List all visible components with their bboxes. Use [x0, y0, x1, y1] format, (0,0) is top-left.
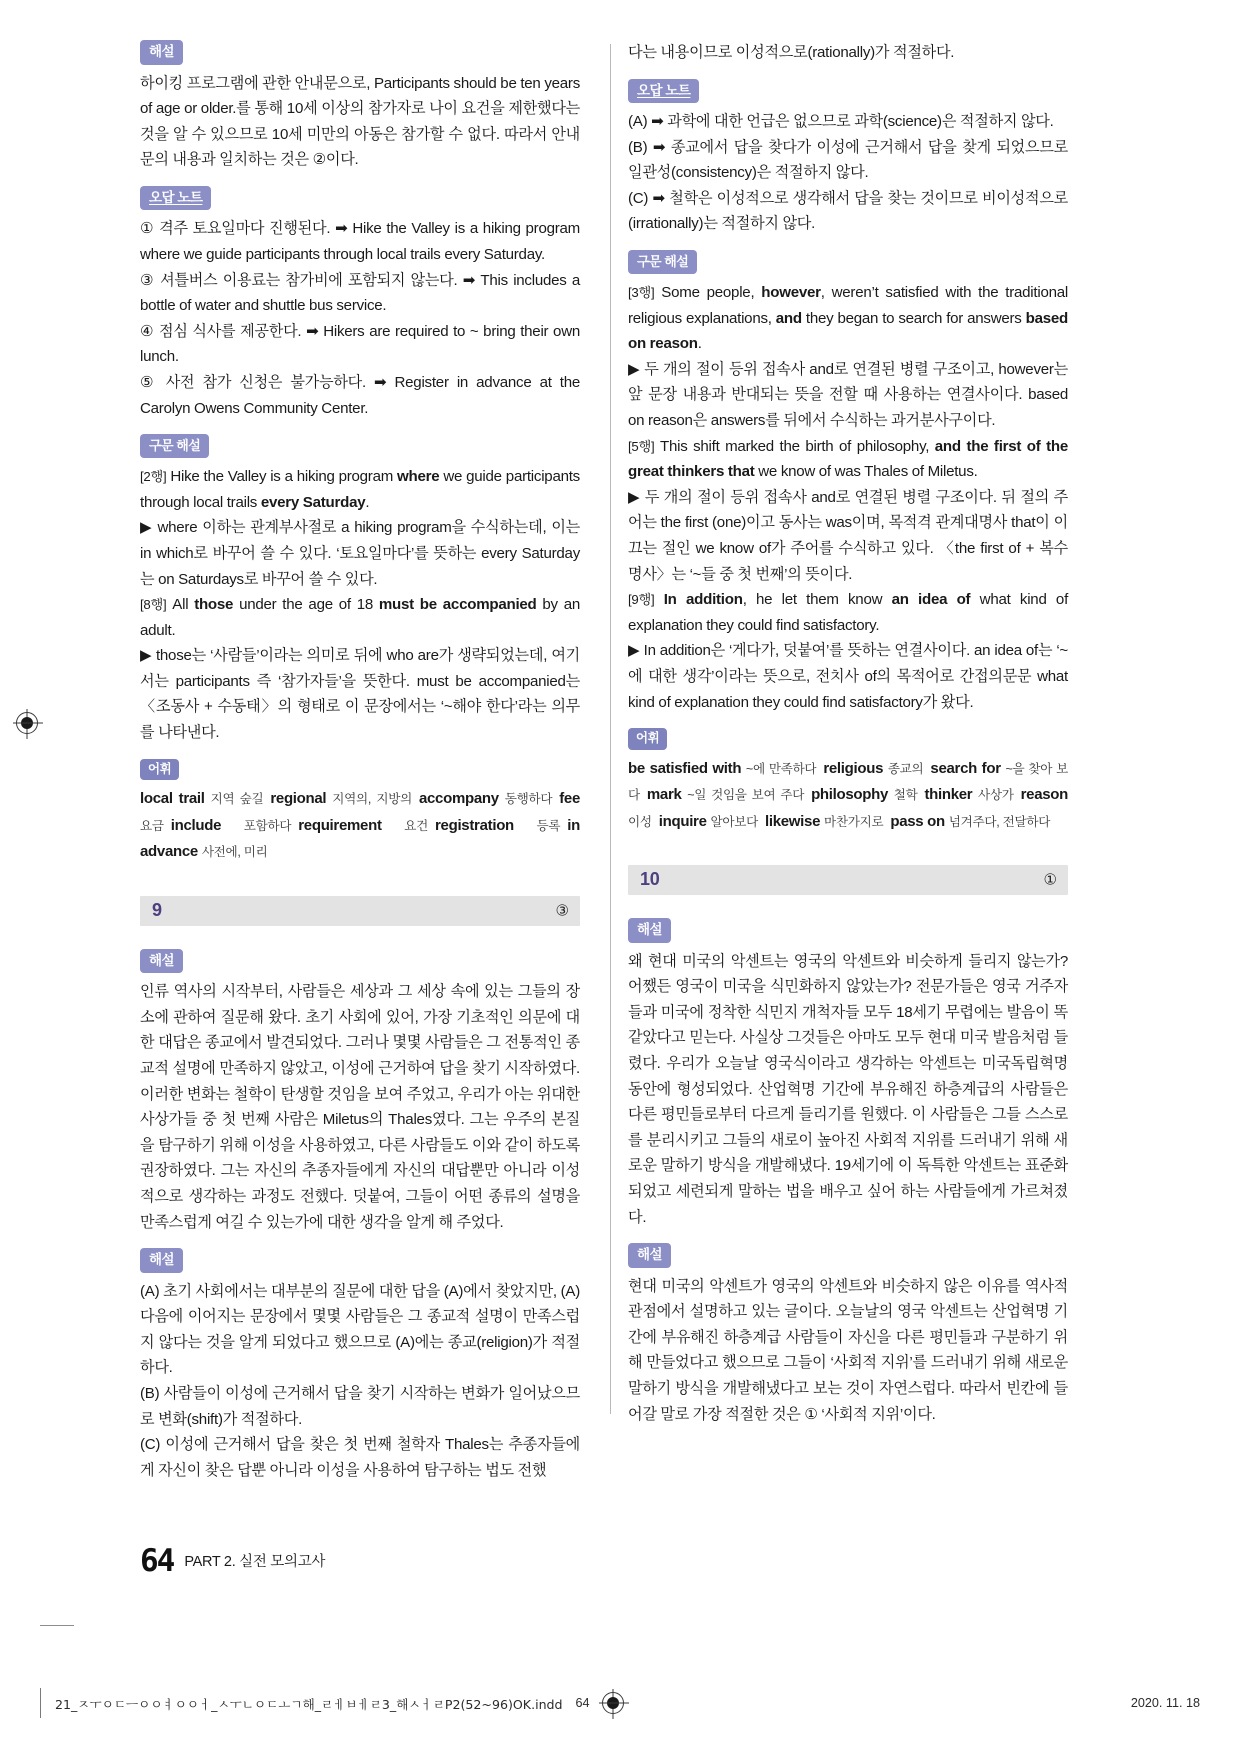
sentence-part: . — [365, 493, 370, 511]
sentence-part: . — [697, 335, 702, 353]
sentence-emphasis: based on reason — [628, 309, 1068, 353]
vocab-term: thinker — [924, 786, 973, 804]
sentence-part: This shift marked the birth of philosophy, — [654, 437, 935, 455]
q9-gumun-sentence — [628, 280, 1068, 357]
sentence-emphasis: and the first of the great thinkers that — [628, 437, 1068, 481]
registration-target-icon — [602, 1692, 624, 1714]
line-marker: [2행] — [140, 469, 167, 485]
vocab-gloss: 종교의 — [887, 761, 924, 776]
q9-gumun-sentence — [628, 434, 1068, 485]
q8-odap-item: ④ 점심 식사를 제공한다. ➡ Hikers are required to ~ bring their own lunch. — [140, 322, 580, 366]
left-column — [140, 40, 580, 1483]
sentence-part: Some people, — [654, 284, 762, 302]
vocab-gloss: ~일 것임을 보여 주다 — [687, 788, 805, 803]
q9-gumun-note: ▶ 두 개의 절이 등위 접속사 and로 연결된 병렬 구조이고, however는 앞 문장 내용과 반대되는 뜻을 전할 때 사용하는 연결사이다. based on reason은 answers를 뒤에서 수식하는 과거분사구이다. — [628, 360, 1068, 430]
vocab-term: requirement — [298, 816, 382, 834]
badge-eohwi: 어휘 — [628, 728, 667, 750]
q8-gumun-sentence — [140, 592, 580, 643]
badge-odap-note: 오답 노트 — [140, 186, 211, 211]
line-marker: [9행] — [628, 592, 655, 608]
part-label: PART 2. 실전 모의고사 — [184, 1554, 326, 1571]
question-header-9 — [140, 896, 580, 926]
sentence-emphasis: where — [397, 468, 440, 486]
sentence-emphasis: and — [775, 309, 802, 327]
q8-vocabulary-list — [140, 786, 580, 866]
sentence-part: we know of was Thales of Miletus. — [754, 463, 978, 481]
q8-odap-item: ③ 셔틀버스 이용료는 참가비에 포함되지 않는다. ➡ This includes a bottle of water and shuttle bus service. — [140, 271, 580, 315]
badge-odap-note: 오답 노트 — [628, 79, 699, 104]
vocab-gloss: 철학 — [893, 788, 918, 803]
q10-translation-text: 왜 현대 미국의 악센트는 영국의 악센트와 비슷하게 들리지 않는가? 어쨌든 영국이 미국을 식민화하지 않았는가? 전문가들은 영국 거주자들과 미국에 정착한 식민지 개척자들 모두 18세기 무렵에는 발음이 똑같았다고 믿는다. 사실상 그것들은 아마도 모두 현대 미국 발음처럼 들렸다. 우리가 오늘날 영국식이라고 생각하는 악센트는 미국독립혁명 동안에 형성되었다. 산업혁명 기간에 부유해진 하층계급의 사람들은 다른 평민들로부터 다르게 들리기를 원했다. 이 사람들은 그들 스스로를 분리시키고 그들의 새로이 높아진 사회적 지위를 드러내기 위해 새로운 말하기 방식을 개발해냈다. 19세기에 이 독특한 악센트는 표준화되었고 세련되게 말하는 법을 배우고 싶어 하는 사람들에게 가르쳐졌다. — [628, 952, 1068, 1226]
badge-haeseok: 해설 — [140, 949, 183, 974]
badge-gumun-haeseol: 구문 해설 — [628, 250, 697, 274]
q9-gumun-note: ▶ 두 개의 절이 등위 접속사 and로 연결된 병렬 구조이다. 뒤 절의 주어는 the first (one)이고 동사는 was이며, 목적격 관계대명사 that이 이끄는 절인 we know of가 주어를 수식하고 있다. 〈the first of + 복수 명사〉는 ‘~들 중 첫 번째’의 뜻이다. — [628, 488, 1068, 583]
sentence-part: what kind of explanation they could find satisfactory. — [628, 591, 1069, 634]
vocab-term: likewise — [764, 812, 821, 830]
q9-gumun-sentence — [628, 587, 1068, 638]
vocab-term: include — [170, 816, 222, 834]
sentence-emphasis: an idea of — [891, 591, 971, 609]
q8-odap-item: ① 격주 토요일마다 진행된다. ➡ Hike the Valley is a hiking program where we guide participants through local trails every Saturday. — [140, 220, 580, 263]
vocab-gloss: 사상가 — [978, 788, 1014, 803]
q8-odap-item: ⑤ 사전 참가 신청은 불가능하다. ➡ Register in advance at the Carolyn Owens Community Center. — [140, 373, 580, 417]
q8-gumun-note: ▶ those는 ‘사람들’이라는 의미로 뒤에 who are가 생략되었는데, 여기서는 participants 즉 ‘참가자들’을 뜻한다. must be accompanied는 〈조동사 + 수동태〉의 형태로 이 문장에서는 ‘~해야 한다’라는 의무를 나타낸다. — [140, 647, 581, 742]
sentence-emphasis: In addition — [654, 591, 743, 609]
column-divider — [610, 44, 611, 1414]
sentence-part: , he let them know — [742, 591, 892, 609]
vocab-term: registration — [435, 816, 514, 834]
badge-haeseol: 해설 — [628, 1243, 671, 1268]
sentence-part: by an adult. — [140, 596, 580, 639]
badge-haeseol: 해설 — [140, 40, 183, 65]
vocab-gloss: 포함하다 — [243, 818, 292, 833]
q9-translation-text: 인류 역사의 시작부터, 사람들은 세상과 그 세상 속에 있는 그들의 장소에 관하여 질문해 왔다. 초기 사회에 있어, 가장 기초적인 의문에 대한 대답은 종교에서 발견되었다. 그러나 몇몇 사람들은 그 전통적인 종교적 설명에 만족하지 않았고, 이성에 근거하여 답을 찾기 시작하였다. 이러한 변화는 철학이 탄생할 것임을 보여 주었고, 우리가 아는 위대한 사상가들 중 첫 번째 사람은 Miletus의 Thales였다. 그는 우주의 본질을 탐구하기 위해 이성을 사용하였고, 다른 사람들도 이와 같이 하도록 권장하였다. 그는 자신의 추종자들에게 자신의 대답뿐만 아니라 이성적으로 생각하는 과정도 전했다. 덧붙여, 그들이 어떤 종류의 설명을 만족스럽게 여길 수 있는가에 대한 생각을 알게 해 주었다. — [140, 983, 580, 1231]
page-number: 64 — [140, 1543, 174, 1579]
production-divider — [40, 1688, 41, 1718]
registration-target-icon-side — [16, 712, 38, 734]
page-footer — [140, 1543, 326, 1579]
q9-gumun-note: ▶ In addition은 ‘게다가, 덧붙여’를 뜻하는 연결사이다. an idea of는 ‘~에 대한 생각’이라는 뜻으로, 전치사 of의 목적어로 간접의문문 what kind of explanation they could find satisfactory가 왔다. — [628, 642, 1068, 711]
vocab-term: philosophy — [811, 786, 889, 804]
vocab-term: search for — [930, 759, 1001, 777]
q9-odap-item: (C) ➡ 철학은 이성적으로 생각해서 답을 찾는 것이므로 비이성적으로(irrationally)는 적절하지 않다. — [628, 189, 1068, 233]
vocab-gloss: 이성 — [628, 814, 652, 829]
badge-eohwi: 어휘 — [140, 759, 179, 781]
q8-gumun-sentence — [140, 464, 580, 515]
vocab-gloss: 지역의, 지방의 — [332, 792, 412, 807]
vocab-gloss: 요건 — [404, 818, 428, 833]
badge-haeseok: 해설 — [628, 918, 671, 943]
sentence-part: All — [166, 596, 195, 614]
crop-mark — [40, 1625, 74, 1626]
vocab-gloss: 동행하다 — [504, 792, 553, 807]
vocab-term: be satisfied with — [628, 759, 742, 777]
question-number: 9 — [152, 899, 162, 920]
vocab-gloss: 알아보다 — [710, 814, 758, 829]
vocab-term: accompany — [418, 790, 499, 808]
q9-haeseol-item: (A) 초기 사회에서는 대부분의 질문에 대한 답을 (A)에서 찾았지만, (A) 다음에 이어지는 문장에서 몇몇 사람들은 그 종교적 설명이 만족스럽지 않다는 것을 알게 되었다고 했으므로 (A)에는 종교(religion)가 적절하다. — [140, 1282, 580, 1377]
vocab-gloss: 요금 — [140, 818, 164, 833]
badge-gumun-haeseol: 구문 해설 — [140, 434, 209, 458]
q8-gumun-note: ▶ where 이하는 관계부사절로 a hiking program을 수식하는데, 이는 in which로 바꾸어 쓸 수 있다. ‘토요일마다’를 뜻하는 every Saturday는 on Saturdays로 바꾸어 쓸 수 있다. — [140, 519, 580, 588]
sentence-part: they began to search for answers — [801, 309, 1026, 327]
vocab-gloss: ~을 찾아 보다 — [628, 761, 1068, 803]
vocab-term: fee — [559, 790, 580, 808]
vocab-term: regional — [270, 790, 327, 808]
q9-continued-text: 다는 내용이므로 이성적으로(rationally)가 적절하다. — [628, 44, 955, 61]
vocab-term: inquire — [658, 812, 707, 830]
right-column — [628, 40, 1068, 1427]
vocab-term: mark — [646, 786, 682, 804]
production-filename: 21_ㅈㅜㅇㄷㅡㅇㅇㅕㅇㅇㅓ_ㅅㅜㄴㅇㄷㅗㄱ해_ㄹㅔㅂㅔㄹ3_해ㅅㅓㄹP2(52~96)OK.indd — [55, 1696, 563, 1712]
q9-odap-item: (A) ➡ 과학에 대한 언급은 없으므로 과학(science)은 적절하지 않다. — [628, 113, 1054, 131]
sentence-part: under the age of 18 — [233, 596, 379, 614]
sentence-part: , weren’t satisfied with the traditional religious explanations, — [628, 284, 1068, 327]
sentence-emphasis: those — [194, 596, 234, 614]
production-date: 2020. 11. 18 — [1130, 1696, 1200, 1710]
vocab-term: in advance — [140, 816, 581, 861]
vocab-term: reason — [1020, 786, 1068, 804]
question-header-10 — [628, 865, 1068, 895]
production-page-mark: 64 — [575, 1696, 590, 1710]
q9-haeseol-item: (B) 사람들이 이성에 근거해서 답을 찾기 시작하는 변화가 일어났으므로 변화(shift)가 적절하다. — [140, 1384, 580, 1428]
question-number: 10 — [640, 869, 660, 890]
sentence-emphasis: however — [761, 284, 821, 302]
vocab-gloss: ~에 만족하다 — [745, 761, 817, 776]
vocab-term: pass on — [890, 812, 945, 830]
line-marker: [3행] — [628, 285, 655, 301]
vocab-gloss: 사전에, 미리 — [201, 845, 268, 860]
badge-haeseol: 해설 — [140, 1248, 183, 1273]
vocab-term: local trail — [140, 790, 205, 808]
question-answer: ① — [1043, 871, 1057, 889]
question-answer: ③ — [555, 902, 569, 920]
q9-haeseol-item: (C) 이성에 근거해서 답을 찾은 첫 번째 철학자 Thales는 추종자들에게 자신이 찾은 답뿐 아니라 이성을 사용하여 탐구하는 법도 전했 — [140, 1436, 580, 1479]
vocab-gloss: 등록 — [536, 818, 561, 833]
sentence-emphasis: must be accompanied — [378, 596, 537, 614]
production-footer — [40, 1688, 1200, 1718]
vocab-gloss: 지역 숲길 — [210, 792, 264, 807]
q8-haeseol-text: 하이킹 프로그램에 관한 안내문으로, Participants should be ten years of age or older.를 통해 10세 이상의 참가자로 나이 요건을 제한했다는 것을 알 수 있으므로 10세 미만의 아동은 참가할 수 없다. 따라서 안내문의 내용과 일치하는 것은 ②이다. — [140, 74, 580, 169]
vocab-term: religious — [823, 759, 884, 777]
sentence-part: Hike the Valley is a hiking program — [166, 468, 398, 486]
q9-odap-item: (B) ➡ 종교에서 답을 찾다가 이성에 근거해서 답을 찾게 되었으므로 일관성(consistency)은 적절하지 않다. — [628, 138, 1068, 182]
q9-vocabulary-list — [628, 756, 1068, 836]
line-marker: [8행] — [140, 597, 167, 613]
sentence-emphasis: every Saturday — [260, 493, 366, 511]
sentence-part: we guide participants through local trails — [140, 468, 580, 511]
vocab-gloss: 넘겨주다, 전달하다 — [948, 814, 1051, 829]
q10-haeseol-text: 현대 미국의 악센트가 영국의 악센트와 비슷하지 않은 이유를 역사적 관점에서 설명하고 있는 글이다. 오늘날의 영국 악센트는 산업혁명 기간에 부유해진 하층계급 사람들이 자신을 다른 평민들과 구분하기 위해 만들었다고 했으므로 그들이 ‘사회적 지위’를 드러내기 위해 새로운 말하기 방식을 개발해냈다고 보는 것이 자연스럽다. 따라서 빈칸에 들어갈 말로 가장 적절한 것은 ① ‘사회적 지위’이다. — [628, 1277, 1068, 1423]
line-marker: [5행] — [628, 438, 655, 454]
vocab-gloss: 마찬가지로 — [824, 814, 884, 829]
